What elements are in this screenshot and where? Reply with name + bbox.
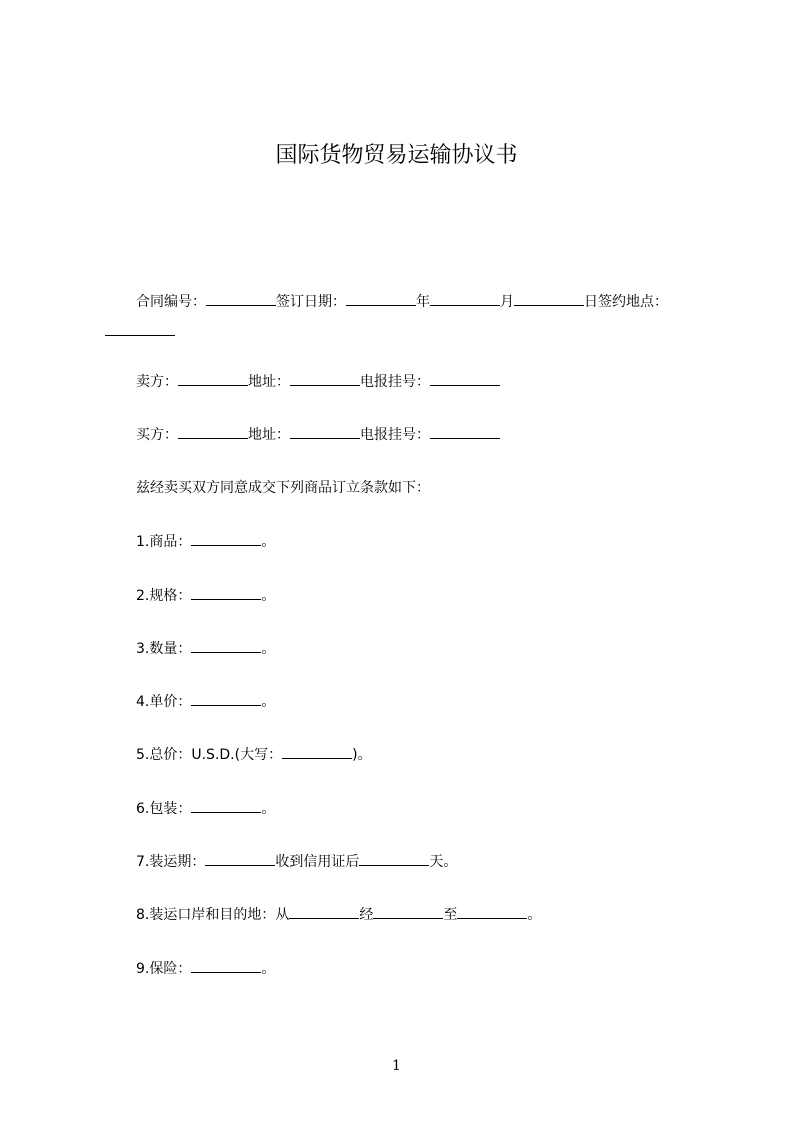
seller-label: 卖方： — [136, 374, 178, 390]
clause-3-label: 3.数量： — [136, 641, 192, 657]
seller-line — [136, 371, 500, 392]
clause-5-suffix: )。 — [352, 747, 372, 763]
clause-5-label: 5.总价：U.S.D.(大写： — [136, 747, 283, 763]
page-number: 1 — [392, 1058, 401, 1074]
seller-telegraph-label: 电报挂号： — [360, 374, 430, 390]
buyer-line — [136, 424, 500, 445]
clause-7-suffix: 天。 — [429, 854, 458, 870]
clause-6 — [136, 798, 275, 819]
clause-7-blank-1 — [205, 851, 275, 866]
clause-4-end: 。 — [261, 694, 276, 710]
clause-7 — [136, 851, 457, 872]
contract-info-line — [136, 291, 668, 312]
month-label: 月 — [500, 294, 514, 310]
clause-7-blank-2 — [359, 851, 429, 866]
clause-5 — [136, 744, 372, 765]
clause-3-end: 。 — [261, 641, 276, 657]
month-blank — [430, 291, 500, 306]
day-place-label: 日签约地点： — [584, 294, 668, 310]
clause-7-label: 7.装运期： — [136, 854, 206, 870]
clause-7-middle: 收到信用证后 — [275, 854, 360, 870]
sign-date-label: 签订日期： — [276, 294, 346, 310]
clause-8-to: 至 — [443, 907, 458, 923]
clause-8 — [136, 904, 541, 925]
year-label: 年 — [416, 294, 430, 310]
clause-2-end: 。 — [261, 588, 276, 604]
buyer-label: 买方： — [136, 427, 178, 443]
clause-4 — [136, 691, 275, 712]
clause-9-blank — [191, 958, 261, 973]
clause-6-end: 。 — [261, 801, 276, 817]
clause-8-end: 。 — [527, 907, 542, 923]
clause-8-from-blank — [289, 904, 359, 919]
contract-no-blank — [206, 291, 276, 306]
seller-address-label: 地址： — [248, 374, 290, 390]
clause-8-via-blank — [373, 904, 443, 919]
clause-9-end: 。 — [261, 961, 276, 977]
seller-telegraph-blank — [430, 371, 500, 386]
clause-8-to-blank — [457, 904, 527, 919]
day-blank — [514, 291, 584, 306]
clause-9 — [136, 958, 275, 979]
sign-place-blank — [105, 325, 175, 336]
clause-6-label: 6.包装： — [136, 801, 192, 817]
clause-3-blank — [191, 638, 261, 653]
clause-8-label: 8.装运口岸和目的地：从 — [136, 907, 290, 923]
clause-8-via: 经 — [359, 907, 374, 923]
seller-address-blank — [290, 371, 360, 386]
clause-2 — [136, 585, 275, 606]
clause-4-blank — [191, 691, 261, 706]
clause-1-blank — [191, 531, 261, 546]
contract-no-label: 合同编号： — [136, 294, 206, 310]
page-title: 国际货物贸易运输协议书 — [275, 143, 518, 168]
buyer-address-label: 地址： — [248, 427, 290, 443]
clause-1 — [136, 531, 275, 552]
year-blank — [346, 291, 416, 306]
clause-5-blank — [282, 744, 352, 759]
clause-9-label: 9.保险： — [136, 961, 192, 977]
buyer-telegraph-blank — [430, 424, 500, 439]
clause-2-blank — [191, 585, 261, 600]
clause-1-end: 。 — [261, 534, 276, 550]
clause-6-blank — [191, 798, 261, 813]
clause-1-label: 1.商品： — [136, 534, 192, 550]
buyer-blank — [178, 424, 248, 439]
clause-2-label: 2.规格： — [136, 588, 192, 604]
buyer-address-blank — [290, 424, 360, 439]
buyer-telegraph-label: 电报挂号： — [360, 427, 430, 443]
clause-3 — [136, 638, 275, 659]
clause-4-label: 4.单价： — [136, 694, 192, 710]
intro-text: 兹经卖买双方同意成交下列商品订立条款如下： — [136, 480, 430, 496]
seller-blank — [178, 371, 248, 386]
